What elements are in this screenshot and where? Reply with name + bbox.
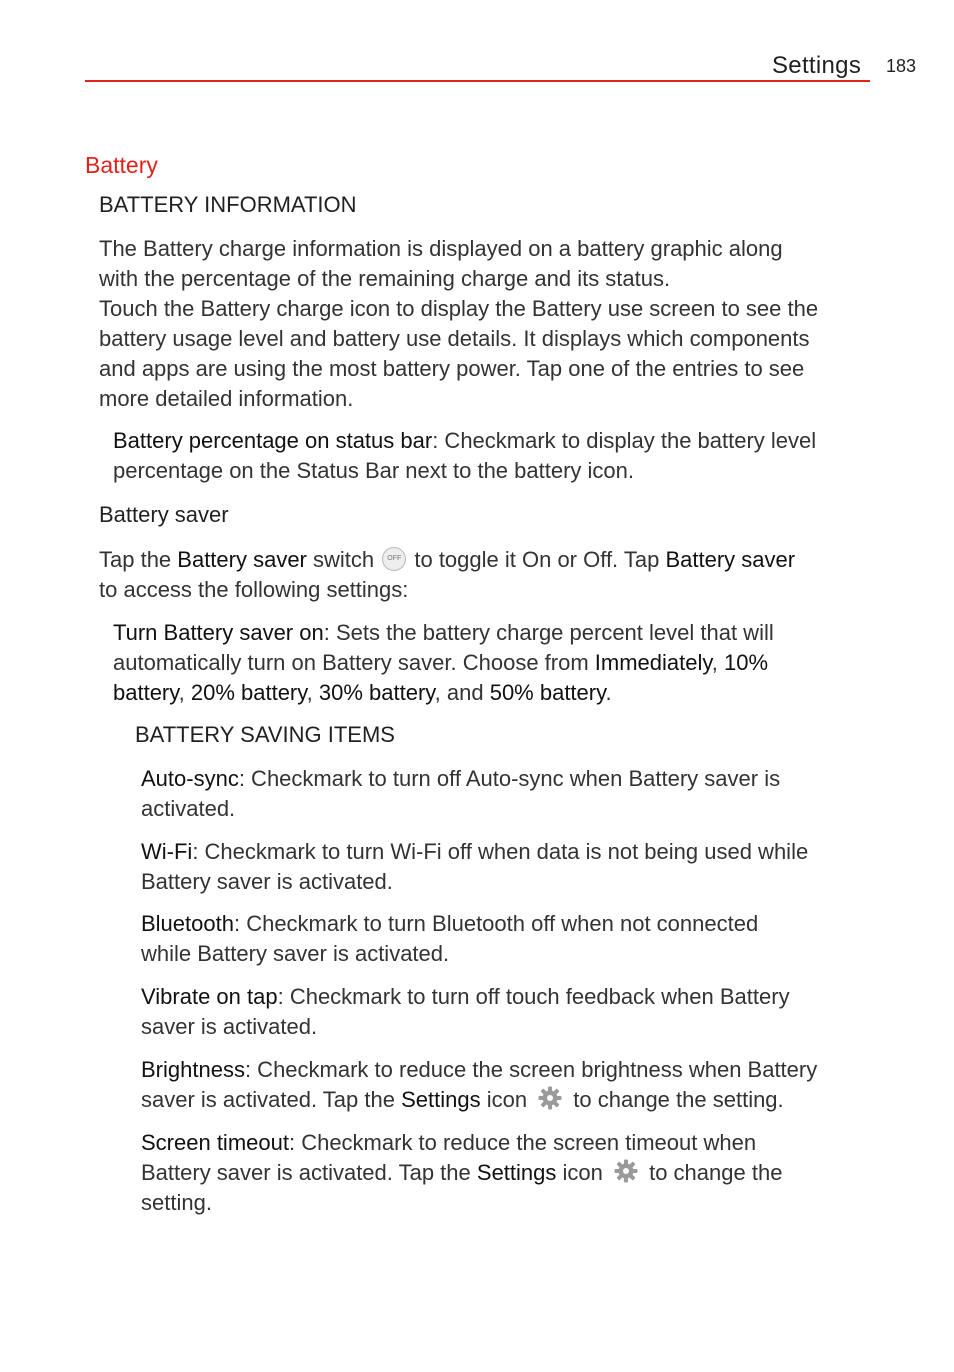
option: 30% battery — [318, 680, 435, 705]
term: Battery percentage on status bar — [113, 428, 433, 453]
option: Immediately — [594, 650, 712, 675]
text: to change the — [642, 1160, 783, 1185]
option: 10% — [723, 650, 769, 675]
text-line: setting. — [141, 1190, 212, 1215]
battery-saver-heading: Battery saver — [99, 502, 229, 527]
battery-saver-switch-icon — [382, 547, 406, 571]
text-line: more detailed information. — [99, 386, 354, 411]
text: saver is activated. Tap the — [141, 1087, 402, 1112]
text: to toggle it On or Off. Tap — [408, 547, 666, 572]
page-number: 183 — [886, 56, 917, 76]
auto-sync-item — [141, 764, 780, 824]
text-line: to access the following settings: — [99, 577, 409, 602]
term: Vibrate on tap — [141, 984, 278, 1009]
screen-timeout-item — [141, 1128, 782, 1218]
text-line: while Battery saver is activated. — [141, 941, 450, 966]
option: battery — [113, 680, 179, 705]
vibrate-on-tap-item — [141, 982, 790, 1042]
text-line: saver is activated. — [141, 1014, 318, 1039]
text-line: activated. — [141, 796, 236, 821]
text: Tap the — [99, 547, 178, 572]
text: icon — [480, 1087, 534, 1112]
text: : Sets the battery charge percent level that will — [323, 620, 774, 645]
text: , — [306, 680, 319, 705]
term: Wi-Fi — [141, 839, 193, 864]
term: Battery saver — [665, 547, 796, 572]
header-rule — [85, 80, 870, 82]
text: : Checkmark to reduce the screen brightness when Battery — [244, 1057, 818, 1082]
text-line — [141, 837, 808, 867]
brightness-item — [141, 1055, 817, 1115]
text: : Checkmark to turn Wi-Fi off when data is not being used while — [192, 839, 809, 864]
text: automatically turn on Battery saver. Choose from — [113, 650, 595, 675]
term: Screen timeout — [141, 1130, 289, 1155]
option: 20% battery — [190, 680, 307, 705]
term: Settings — [476, 1160, 557, 1185]
battery-percentage-item — [113, 426, 816, 486]
wifi-item — [141, 837, 808, 897]
term: Brightness — [141, 1057, 245, 1082]
bluetooth-item — [141, 909, 758, 969]
text-line — [113, 678, 774, 708]
text: , — [178, 680, 191, 705]
option: 50% battery — [489, 680, 606, 705]
switch-label: OFF — [387, 555, 402, 563]
text-line — [113, 648, 774, 678]
battery-saving-items-heading: BATTERY SAVING ITEMS — [135, 722, 395, 747]
text-line — [141, 1085, 817, 1115]
text-line — [141, 1055, 817, 1085]
settings-gear-icon — [613, 1158, 639, 1184]
text: . — [605, 680, 612, 705]
battery-saver-paragraph — [99, 545, 795, 605]
text: switch — [306, 547, 381, 572]
battery-information-paragraph-2 — [99, 294, 818, 414]
text-line: Touch the Battery charge icon to display the Battery use screen to see the — [99, 296, 819, 321]
term: Bluetooth — [141, 911, 234, 936]
battery-information-heading: BATTERY INFORMATION — [99, 192, 357, 217]
term: Turn Battery saver on — [113, 620, 324, 645]
text: : Checkmark to reduce the screen timeout when — [288, 1130, 757, 1155]
text-line — [99, 545, 795, 575]
text: , and — [434, 680, 490, 705]
text-line — [113, 426, 816, 456]
text-line — [141, 982, 790, 1012]
text-line — [141, 1128, 782, 1158]
text: : Checkmark to display the battery level — [432, 428, 817, 453]
text: to change the setting. — [567, 1087, 784, 1112]
text-line: and apps are using the most battery power. Tap one of the entries to see — [99, 356, 805, 381]
text: icon — [556, 1160, 609, 1185]
term: Settings — [401, 1087, 481, 1112]
settings-gear-icon — [537, 1085, 563, 1111]
text-line — [113, 618, 774, 648]
text-line: battery usage level and battery use details. It displays which components — [99, 326, 810, 351]
text-line: Battery saver is activated. — [141, 869, 393, 894]
section-title: Battery — [85, 152, 158, 178]
text-line — [141, 1158, 782, 1188]
text-line: The Battery charge information is displayed on a battery graphic along — [99, 236, 783, 261]
battery-information-paragraph-1 — [99, 234, 783, 294]
text-line: with the percentage of the remaining charge and its status. — [99, 266, 671, 291]
text: : Checkmark to turn off Auto-sync when Battery saver is — [238, 766, 781, 791]
text-line — [141, 764, 780, 794]
text: , — [711, 650, 724, 675]
text-line — [141, 909, 758, 939]
term: Auto-sync — [141, 766, 239, 791]
text: : Checkmark to turn Bluetooth off when not connected — [233, 911, 759, 936]
text: : Checkmark to turn off touch feedback when Battery — [277, 984, 790, 1009]
turn-battery-saver-on-item — [113, 618, 774, 708]
text: Battery saver is activated. Tap the — [141, 1160, 477, 1185]
page-header-title: Settings — [772, 52, 862, 79]
term: Battery saver — [177, 547, 307, 572]
text-line: percentage on the Status Bar next to the battery icon. — [113, 458, 634, 483]
